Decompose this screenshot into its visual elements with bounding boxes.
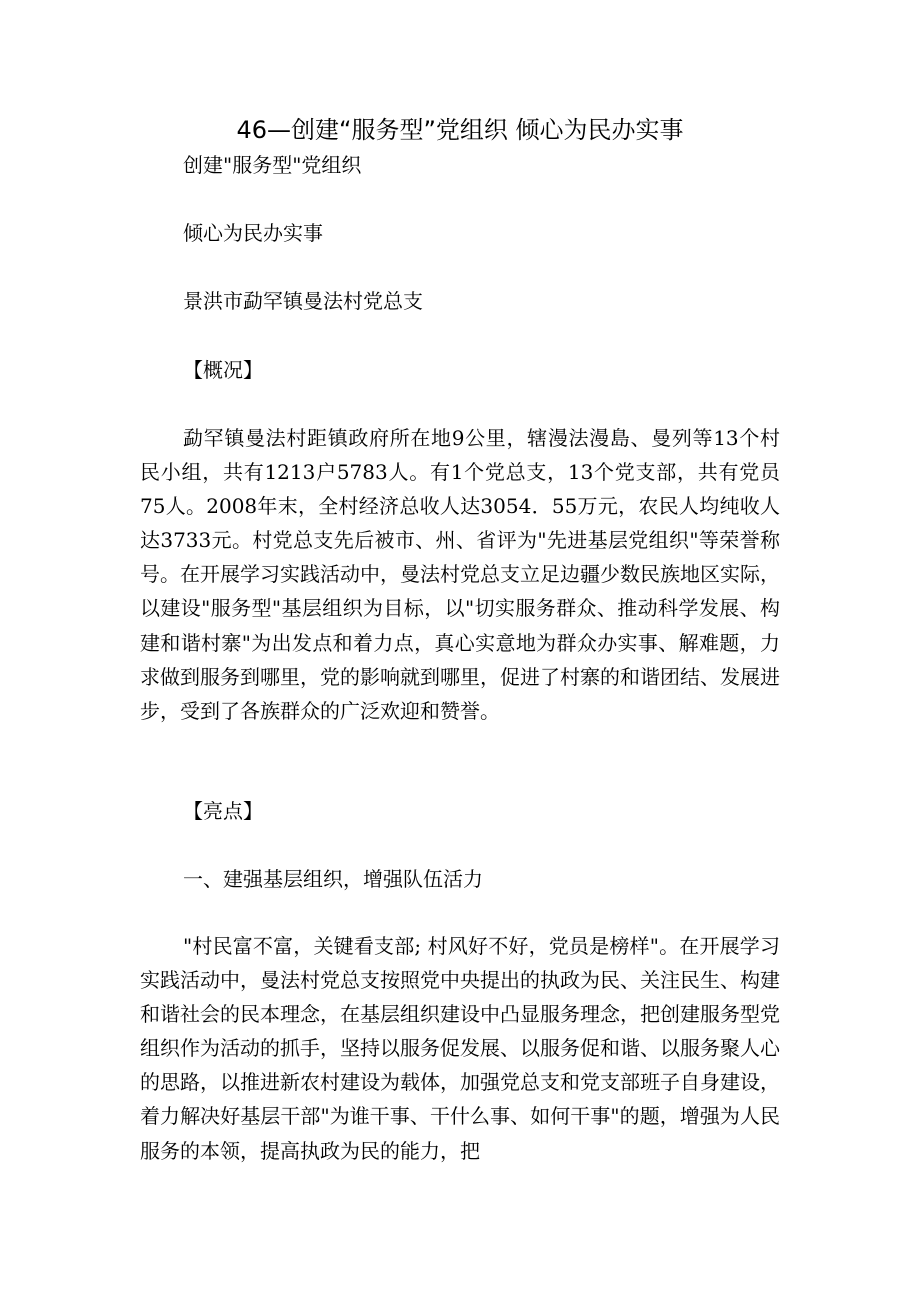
document-title: 46—创建“服务型”党组织 倾心为民办实事 — [236, 116, 684, 144]
highlight-1-heading: 一、建强基层组织，增强队伍活力 — [183, 867, 483, 891]
section-heading-overview: 【概况】 — [183, 358, 263, 382]
author-line: 景洪市勐罕镇曼法村党总支 — [183, 289, 423, 313]
subtitle-line-1: 创建"服务型"党组织 — [183, 153, 362, 177]
subtitle-line-2: 倾心为民办实事 — [183, 221, 323, 245]
section-heading-highlights: 【亮点】 — [183, 799, 263, 823]
overview-paragraph: 勐罕镇曼法村距镇政府所在地9公里，辖漫法漫島、曼列等13个村民小组，共有1213户5783人。有1个党总支，13个党支部，共有党员75人。2008年末，全村经济总收人达3054．55万元，农民人均纯收人达3733元。村党总支先后被市、州、省评为"先进基层党组织"等荣誉称号。在开展学习实践活动中，曼法村党总支立足边疆少数民族地区实际，以建设"服务型"基层组织为目标，以"切实服务群众、推动科学发展、构建和谐村寨"为出发点和着力点，真心实意地为群众办实事、解难题，力求做到服务到哪里，党的影响就到哪里，促进了村寨的和谐团结、发展进步，受到了各族群众的广泛欢迎和赞誉。 — [140, 426, 780, 723]
highlight-1-paragraph: "村民富不富，关键看支部; 村风好不好，党员是榜样"。在开展学习实践活动中，曼法村党总支按照党中央提出的执政为民、关注民生、构建和谐社会的民本理念，在基层组织建设中凸显服务理念，把创建服务型党组织作为活动的抓手，坚持以服务促发展、以服务促和谐、以服务聚人心的思路，以推进新农村建设为载体，加强党总支和党支部班子自身建设，着力解决好基层干部"为谁干事、干什么事、如何干事"的题，增强为人民服务的本领，提高执政为民的能力，把 — [140, 934, 780, 1163]
